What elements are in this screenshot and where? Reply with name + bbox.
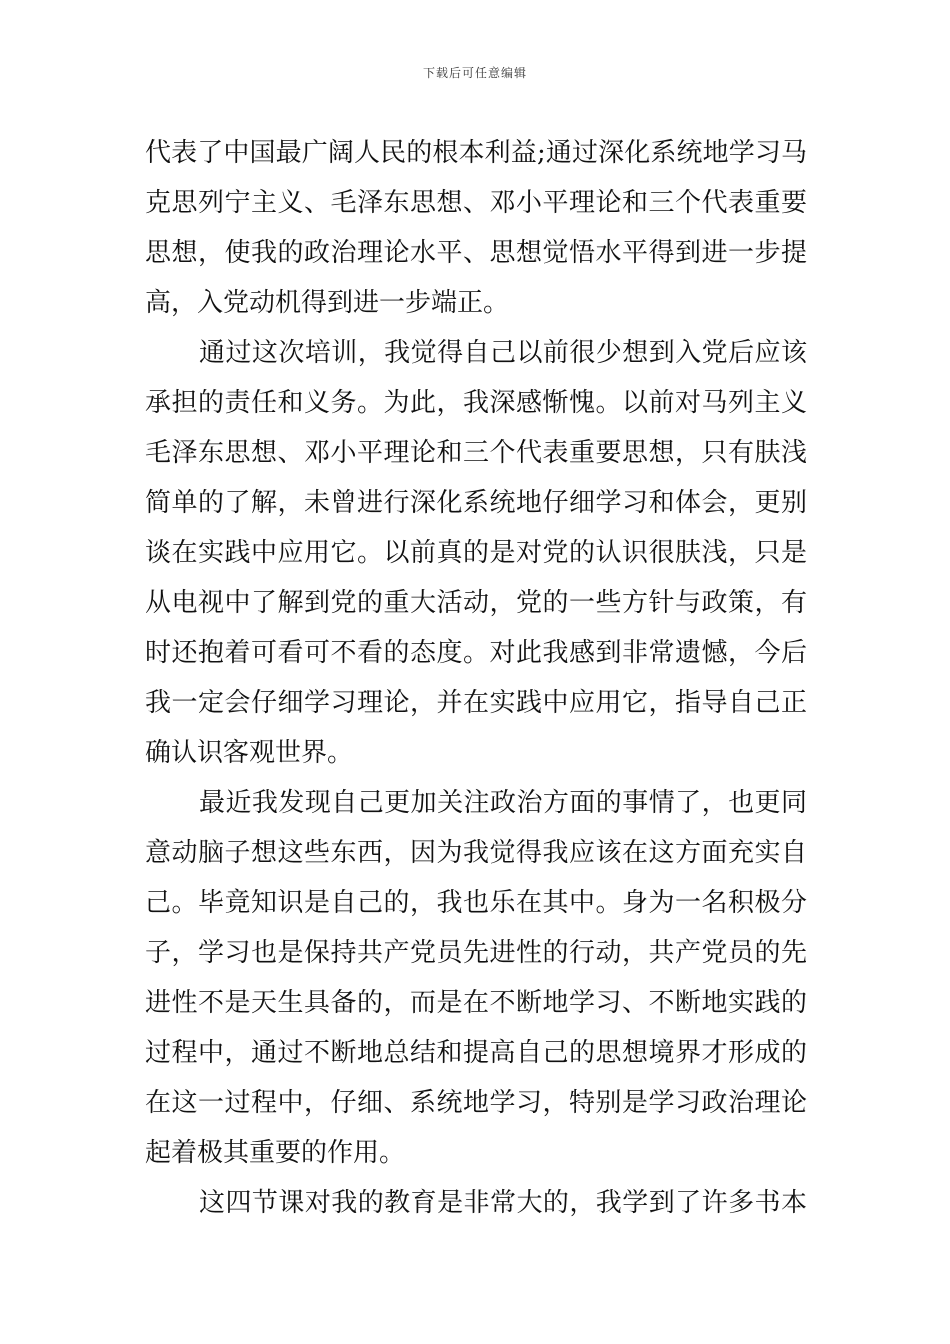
paragraph (145, 128, 807, 328)
text-line: 简单的了解，未曾进行深化系统地仔细学习和体会，更别 (145, 488, 807, 518)
text-line: 克思列宁主义、毛泽东思想、邓小平理论和三个代表重要 (145, 188, 807, 218)
text-line: 高，入党动机得到进一步端正。 (145, 288, 510, 318)
paragraph (145, 1178, 807, 1228)
text-line: 进性不是天生具备的，而是在不断地学习、不断地实践的 (145, 988, 807, 1018)
text-line: 己。毕竟知识是自己的，我也乐在其中。身为一名积极分 (145, 888, 807, 918)
text-line: 意动脑子想这些东西，因为我觉得我应该在这方面充实自 (145, 838, 807, 868)
page-header: 下载后可任意编辑 (422, 66, 527, 80)
text-line: 从电视中了解到党的重大活动，党的一些方针与政策，有 (145, 588, 807, 618)
text-line: 通过这次培训，我觉得自己以前很少想到入党后应该 (199, 338, 807, 368)
text-line: 在这一过程中，仔细、系统地学习，特别是学习政治理论 (145, 1088, 807, 1118)
text-line: 时还抱着可看可不看的态度。对此我感到非常遗憾，今后 (145, 638, 807, 668)
document-body (145, 128, 807, 1228)
text-line: 承担的责任和义务。为此，我深感惭愧。以前对马列主义 (145, 388, 807, 418)
text-line: 这四节课对我的教育是非常大的，我学到了许多书本 (199, 1188, 807, 1218)
text-line: 毛泽东思想、邓小平理论和三个代表重要思想，只有肤浅 (145, 438, 807, 468)
text-line: 谈在实践中应用它。以前真的是对党的认识很肤浅，只是 (145, 538, 807, 568)
text-line: 代表了中国最广阔人民的根本利益;通过深化系统地学习马 (145, 138, 807, 168)
text-line: 思想，使我的政治理论水平、思想觉悟水平得到进一步提 (145, 238, 807, 268)
paragraph (145, 328, 807, 778)
text-line: 确认识客观世界。 (145, 738, 354, 768)
text-line: 子，学习也是保持共产党员先进性的行动，共产党员的先 (145, 938, 807, 968)
text-line: 我一定会仔细学习理论，并在实践中应用它，指导自己正 (145, 688, 807, 718)
text-line: 最近我发现自己更加关注政治方面的事情了，也更同 (199, 788, 807, 818)
paragraph (145, 778, 807, 1178)
text-line: 起着极其重要的作用。 (145, 1138, 406, 1168)
text-line: 过程中，通过不断地总结和提高自己的思想境界才形成的 (145, 1038, 807, 1068)
